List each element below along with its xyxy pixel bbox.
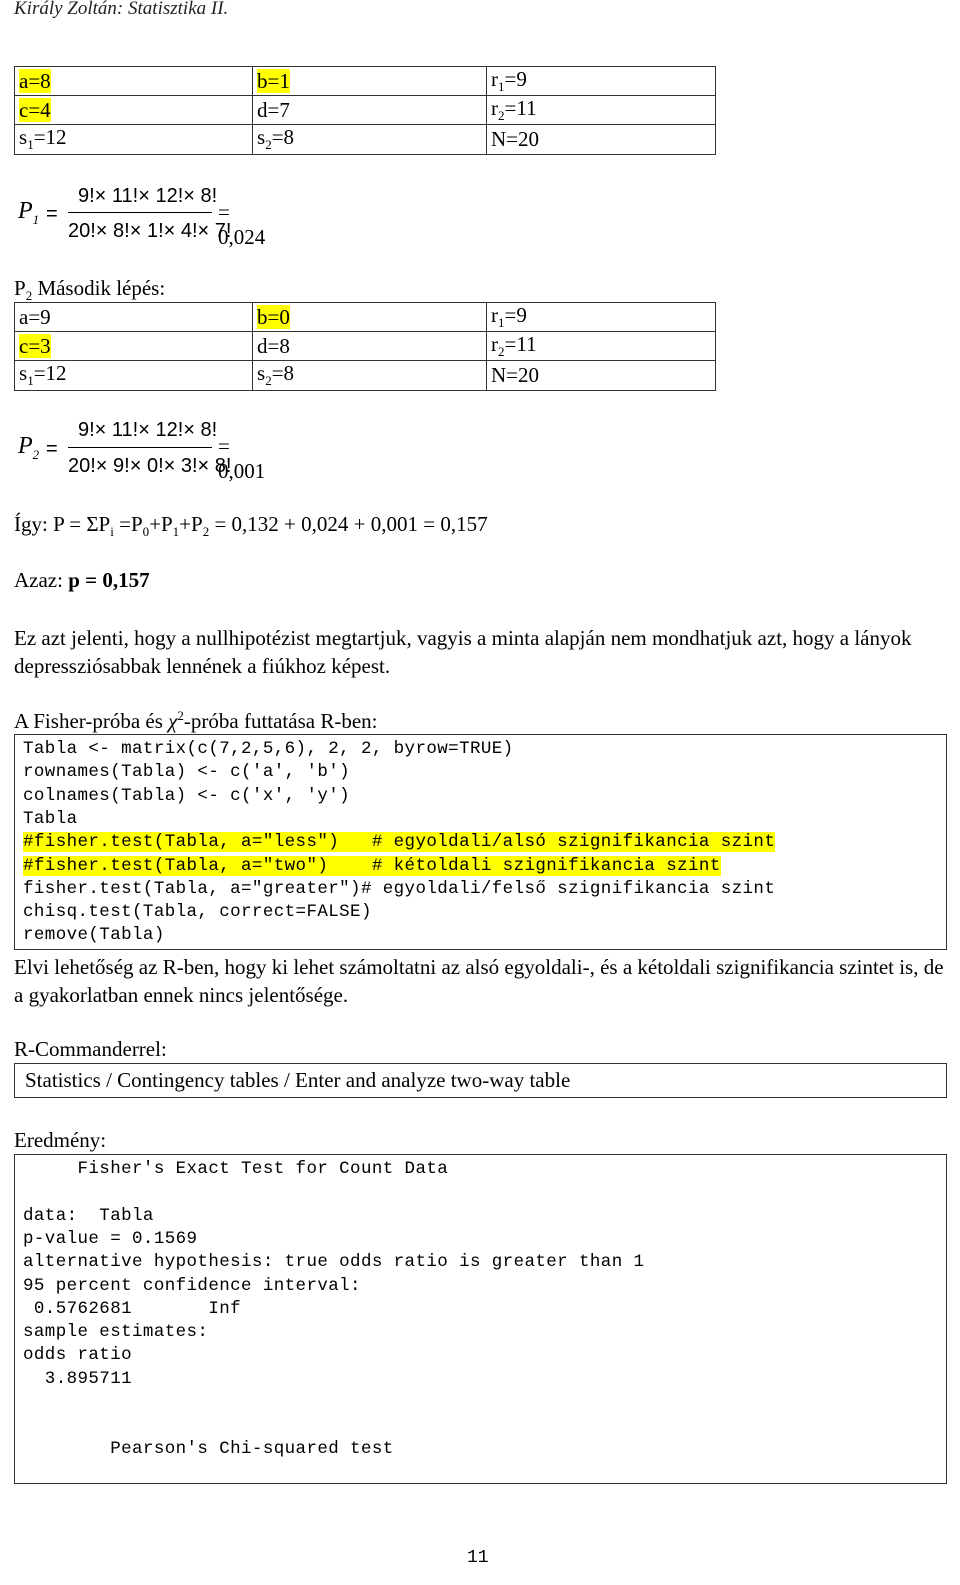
- output-line: sample estimates:: [23, 1322, 209, 1343]
- rcmdr-heading: R-Commanderrel:: [14, 1037, 167, 1061]
- step2-heading: $P_2$ Második lépés:: [14, 276, 166, 304]
- formula-numerator: 9!× 11!× 12!× 8!: [78, 185, 218, 207]
- table-row: [15, 67, 716, 96]
- table-row: [15, 303, 716, 332]
- output-line: Fisher's Exact Test for Count Data: [23, 1159, 449, 1179]
- formula-denominator: 20!× 9!× 0!× 3!× 8!: [68, 455, 232, 477]
- table-cell: c=4: [15, 96, 253, 125]
- code-line: rownames(Tabla) <- c('a', 'b'): [23, 762, 351, 783]
- output-line: alternative hypothesis: true odds ratio is greater than 1: [23, 1252, 645, 1273]
- code-line: colnames(Tabla) <- c('x', 'y'): [23, 785, 351, 806]
- formula-denominator: 20!× 8!× 1!× 4!× 7!: [68, 220, 232, 242]
- rcmdr-path-box: [14, 1063, 947, 1098]
- page-number: 11: [467, 1548, 489, 1568]
- output-line: Pearson's Chi-squared test: [23, 1438, 394, 1459]
- r-code-box: [14, 734, 947, 950]
- p2-label: $P_2$: [18, 433, 40, 462]
- table-cell: d=8: [253, 332, 487, 361]
- output-line: odds ratio: [23, 1345, 133, 1366]
- r-output-box: [14, 1154, 947, 1484]
- output-line: data: Tabla: [23, 1205, 154, 1226]
- table-cell: b=0: [253, 303, 487, 332]
- contingency-table-1: [14, 66, 716, 155]
- table-row: [15, 361, 716, 390]
- sum-line: Így: $P = \Sigma P_i =P_0+P_1+P_2 = 0,132 + 0,024 + 0,001 = 0,157$: [14, 512, 488, 540]
- rcmdr-menu-path: Statistics / Contingency tables / Enter and analyze two-way table: [25, 1068, 571, 1092]
- fraction-bar: [68, 447, 212, 448]
- running-header: Király Zoltán: Statisztika II.: [14, 0, 229, 19]
- table-cell: $r_1=9$: [487, 67, 716, 96]
- table-cell: N=20: [487, 361, 716, 390]
- table-row: [15, 332, 716, 361]
- table-cell: $s_2=8$: [253, 125, 487, 154]
- table-row: [15, 125, 716, 154]
- code-line: #fisher.test(Tabla, a="two") # kétoldali szignifikancia szint: [23, 855, 721, 876]
- fisher-heading: A Fisher-próba és $\chi^2$-próba futtatása R-ben:: [14, 708, 378, 733]
- code-line: Tabla <- matrix(c(7,2,5,6), 2, 2, byrow=TRUE): [23, 739, 514, 759]
- table-cell: c=3: [15, 332, 253, 361]
- table-cell: $r_1=9$: [487, 303, 716, 332]
- conclusion-paragraph: Ez azt jelenti, hogy a nullhipotézist megtartjuk, vagyis a minta alapján nem mondhatjuk azt, hogy a lányok depressziósabbak lennének a fiúkhoz képest.: [14, 626, 912, 678]
- result-heading: Eredmény:: [14, 1128, 107, 1152]
- table-cell: d=7: [253, 96, 487, 125]
- p1-label: $P_1$: [18, 198, 40, 227]
- code-line: Tabla: [23, 808, 78, 829]
- contingency-table-2: [14, 302, 716, 391]
- note-paragraph: Elvi lehetőség az R-ben, hogy ki lehet számoltatni az alsó egyoldali-, és a kétoldali szignifikancia szintet is, de a gyakorlatban ennek nincs jelentősége.: [14, 955, 944, 1007]
- formula-result: = 0,024: [218, 200, 266, 249]
- formula-eq: =: [46, 438, 58, 460]
- formula-result: = 0,001: [218, 434, 266, 483]
- table-cell: a=9: [15, 303, 253, 332]
- code-line: remove(Tabla): [23, 925, 165, 946]
- output-line: 0.5762681 Inf: [23, 1298, 242, 1319]
- formula-eq: =: [46, 203, 58, 225]
- fraction-bar: [68, 212, 212, 213]
- code-line: fisher.test(Tabla, a="greater")# egyoldali/felső szignifikancia szint: [23, 878, 776, 899]
- code-line: #fisher.test(Tabla, a="less") # egyoldali/alsó szignifikancia szint: [23, 832, 776, 853]
- table-cell: $s_2=8$: [253, 361, 487, 390]
- table-row: [15, 96, 716, 125]
- output-line: p-value = 0.1569: [23, 1228, 198, 1249]
- code-line: chisq.test(Tabla, correct=FALSE): [23, 902, 372, 923]
- table-cell: N=20: [487, 125, 716, 154]
- table-cell: a=8: [15, 67, 253, 96]
- output-line: 3.895711: [23, 1368, 133, 1389]
- table-cell: $r_2=11$: [487, 332, 716, 361]
- output-line: 95 percent confidence interval:: [23, 1275, 361, 1296]
- table-cell: $r_2=11$: [487, 96, 716, 125]
- table-cell: b=1: [253, 67, 487, 96]
- formula-numerator: 9!× 11!× 12!× 8!: [78, 419, 218, 441]
- azaz-line: Azaz: p = 0,157: [14, 568, 150, 592]
- table-cell: $s_1=12$: [15, 125, 253, 154]
- table-cell: $s_1=12$: [15, 361, 253, 390]
